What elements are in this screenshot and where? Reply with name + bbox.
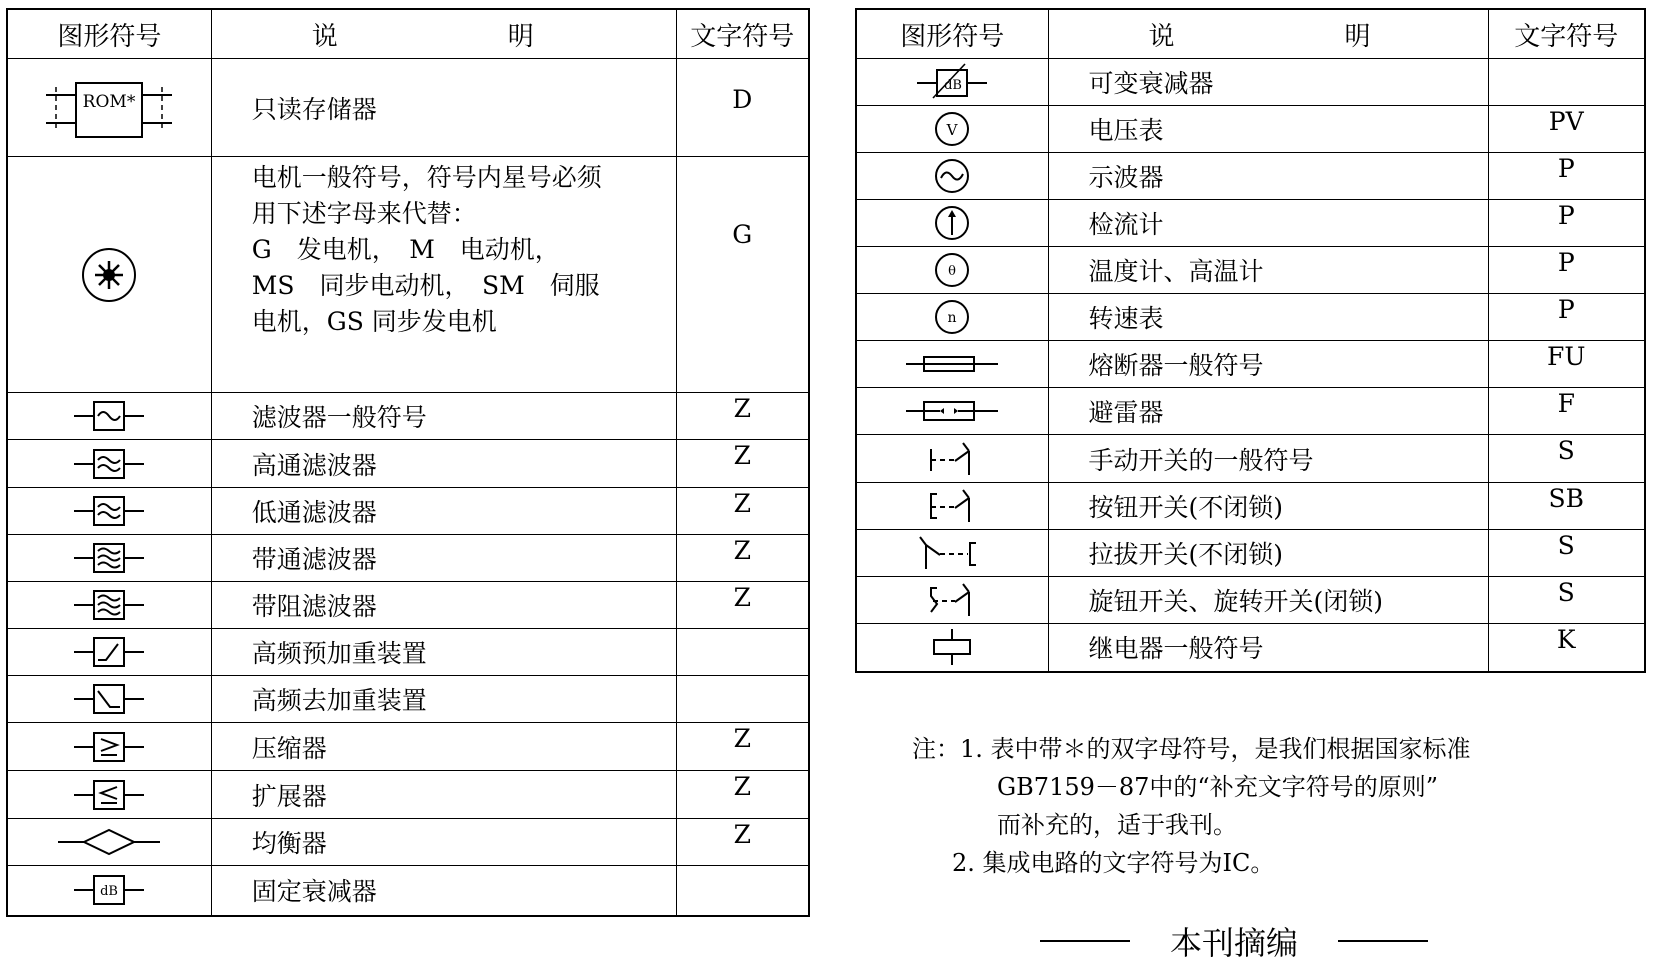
desc-cell: 电机一般符号，符号内星号必须 用下述字母来代替： G 发电机， M 电动机， MS 同步电动机， SM 伺服 电机，GS 同步发电机 [211,157,676,393]
bandstop-filter-icon [7,582,211,629]
code-cell: PV [1488,106,1645,153]
rom-memory-icon [7,59,211,157]
table-row [856,106,1645,153]
header-description [1048,9,1488,59]
desc-cell: 示波器 [1048,153,1488,200]
desc-cell: 扩展器 [211,771,676,819]
variable-attenuator-icon [856,59,1048,106]
table-row [7,771,809,819]
code-cell: Z [676,488,809,535]
lightning-arrester-icon [856,388,1048,435]
desc-cell: 低通滤波器 [211,488,676,535]
code-cell [1488,59,1645,106]
editor-credit [1000,918,1468,964]
fuse-icon [856,341,1048,388]
code-cell [676,629,809,676]
dash-left [1040,940,1130,942]
manual-switch-icon [856,435,1048,483]
svg-text:θ: θ [948,264,957,279]
code-cell: P [1488,200,1645,247]
code-cell: Z [676,723,809,771]
note-line-1: 注：1. 表中带＊的双字母符号，是我们根据国家标准 [912,735,1471,763]
desc-cell: 滤波器一般符号 [211,393,676,440]
desc-cell: 电压表 [1048,106,1488,153]
table-row [7,488,809,535]
desc-cell: 手动开关的一般符号 [1048,435,1488,483]
push-button-switch-icon [856,483,1048,530]
desc-cell: 均衡器 [211,819,676,866]
desc-cell: 只读存储器 [211,59,676,157]
desc-cell: 继电器一般符号 [1048,624,1488,672]
table-row [856,59,1645,106]
code-cell: Z [676,771,809,819]
right-symbol-table [855,8,1646,673]
compressor-icon [7,723,211,771]
lowpass-filter-icon [7,488,211,535]
table-row [856,388,1645,435]
code-cell: S [1488,435,1645,483]
galvanometer-icon [856,200,1048,247]
tachometer-icon [856,294,1048,341]
table-row [7,59,809,157]
fixed-attenuator-icon [7,866,211,916]
table-row [856,341,1645,388]
desc-cell: 温度计、高温计 [1048,247,1488,294]
code-cell: P [1488,153,1645,200]
hf-deemphasis-icon [7,676,211,723]
thermometer-icon [856,247,1048,294]
svg-text:n: n [947,310,957,326]
left-symbol-table [6,8,810,917]
note-line-2: GB7159－87中的“补充文字符号的原则” [997,773,1438,801]
bandpass-filter-icon [7,535,211,582]
table-row [856,435,1645,483]
desc-cell: 带通滤波器 [211,535,676,582]
desc-cell: 高通滤波器 [211,440,676,488]
code-cell: Z [676,535,809,582]
relay-icon [856,624,1048,672]
svg-text:dB: dB [944,78,963,93]
highpass-filter-icon [7,440,211,488]
header-symbol: 图形符号 [856,9,1048,59]
desc-cell: 可变衰减器 [1048,59,1488,106]
desc-cell: 带阻滤波器 [211,582,676,629]
table-row [856,200,1645,247]
voltmeter-icon [856,106,1048,153]
motor-star-icon [7,157,211,393]
desc-cell: 转速表 [1048,294,1488,341]
pull-switch-icon [856,530,1048,577]
oscilloscope-icon [856,153,1048,200]
code-cell [676,866,809,916]
table-row [7,582,809,629]
hf-preemphasis-icon [7,629,211,676]
desc-cell: 高频预加重装置 [211,629,676,676]
svg-text:ROM*: ROM* [83,91,136,112]
table-row [856,624,1645,672]
table-row [7,819,809,866]
table-row [7,393,809,440]
code-cell: FU [1488,341,1645,388]
code-cell: S [1488,530,1645,577]
code-cell: Z [676,393,809,440]
dash-right [1338,940,1428,942]
note-line-3: 而补充的，适于我刊。 [997,811,1237,839]
desc-cell: 避雷器 [1048,388,1488,435]
desc-cell: 固定衰减器 [211,866,676,916]
desc-cell: 高频去加重装置 [211,676,676,723]
code-cell: P [1488,294,1645,341]
header-desc-left: 说 [1148,21,1175,52]
equalizer-icon [7,819,211,866]
code-cell: Z [676,819,809,866]
code-cell: D [676,59,809,157]
header-row [856,9,1645,59]
svg-text:dB: dB [100,884,119,900]
code-cell: Z [676,440,809,488]
header-code: 文字符号 [676,9,809,59]
note-line-4: 2. 集成电路的文字符号为IC。 [952,849,1275,877]
svg-text:V: V [946,121,958,139]
header-code: 文字符号 [1488,9,1645,59]
header-desc-right: 明 [1344,21,1371,52]
code-cell: S [1488,577,1645,624]
table-row [7,157,809,393]
notes-block [912,730,1471,882]
table-row [856,294,1645,341]
table-row [856,247,1645,294]
filter-icon [7,393,211,440]
table-row [856,483,1645,530]
table-row [856,153,1645,200]
code-cell: F [1488,388,1645,435]
table-row [7,866,809,916]
desc-cell: 熔断器一般符号 [1048,341,1488,388]
header-row [7,9,809,59]
expander-icon [7,771,211,819]
table-row [7,676,809,723]
desc-cell: 旋钮开关、旋转开关(闭锁) [1048,577,1488,624]
table-row [856,577,1645,624]
desc-cell: 压缩器 [211,723,676,771]
code-cell: SB [1488,483,1645,530]
code-cell: P [1488,247,1645,294]
desc-cell: 检流计 [1048,200,1488,247]
header-desc-left: 说 [311,21,338,52]
table-row [7,440,809,488]
table-row [7,535,809,582]
table-row [7,629,809,676]
table-row [856,530,1645,577]
desc-cell: 拉拔开关(不闭锁) [1048,530,1488,577]
editor-credit-text: 本刊摘编 [1170,924,1299,962]
code-cell: G [676,157,809,393]
table-row [7,723,809,771]
desc-cell: 按钮开关(不闭锁) [1048,483,1488,530]
header-description [211,9,676,59]
header-desc-right: 明 [507,21,534,52]
code-cell: K [1488,624,1645,672]
header-symbol: 图形符号 [7,9,211,59]
code-cell [676,676,809,723]
code-cell: Z [676,582,809,629]
rotary-switch-icon [856,577,1048,624]
